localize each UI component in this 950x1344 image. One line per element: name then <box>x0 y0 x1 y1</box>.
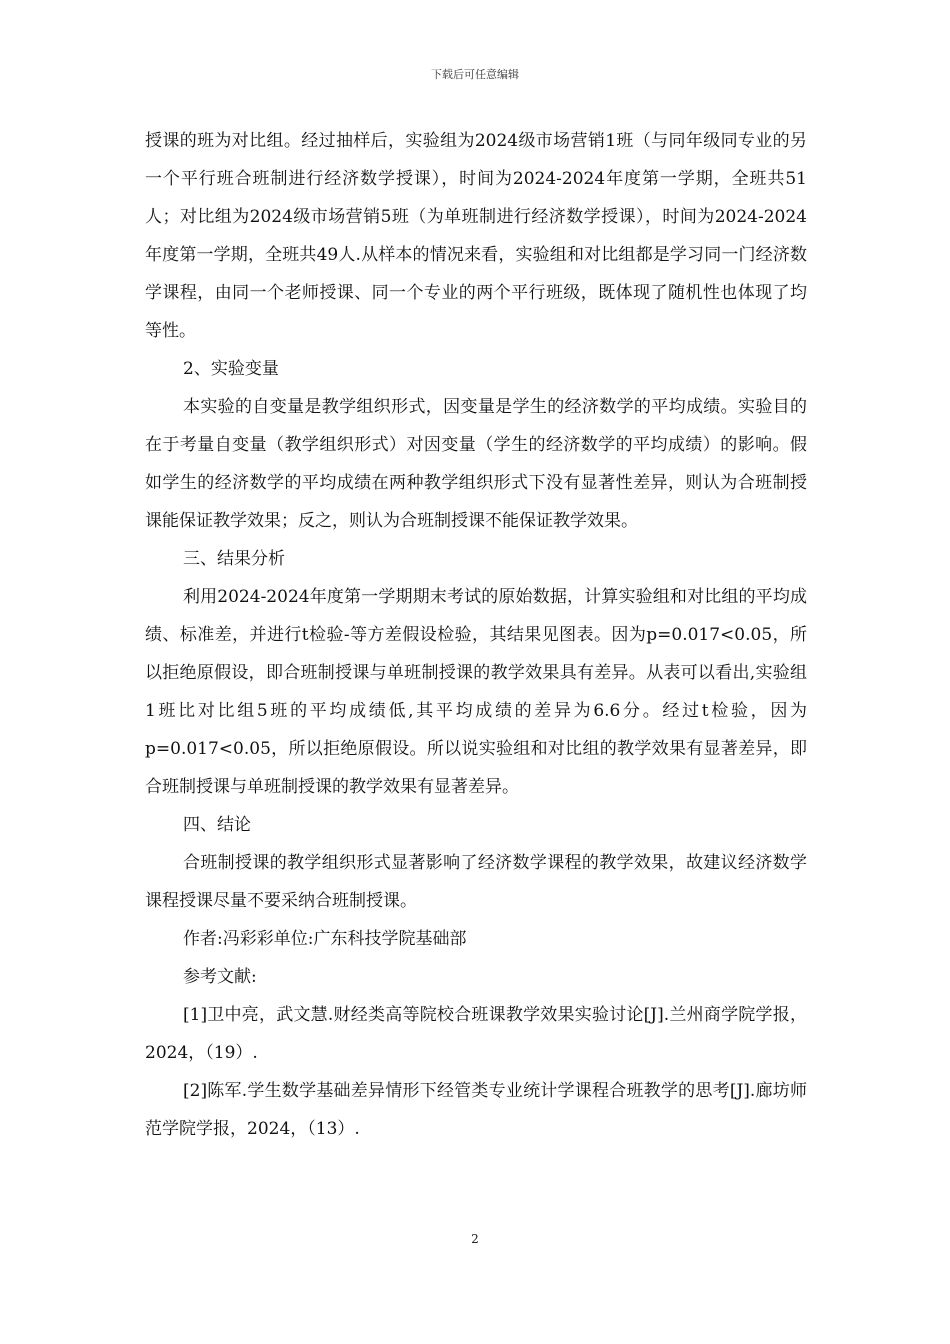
section-heading-conclusion: 四、结论 <box>183 815 251 835</box>
paragraph-variables: 本实验的自变量是教学组织形式，因变量是学生的经济数学的平均成绩。实验目的在于考量自变量（教学组织形式）对因变量（学生的经济数学的平均成绩）的影响。假如学生的经济数学的平均成绩在两种教学组织形式下没有显著性差异，则认为合班制授课能保证教学效果；反之，则认为合班制授课不能保证教学效果。 <box>145 397 807 531</box>
reference-item: [1]卫中亮，武文慧.财经类高等院校合班课教学效果实验讨论[J].兰州商学院学报，2024，（19）. <box>145 1005 807 1063</box>
document-body <box>145 122 807 1148</box>
section-heading-variables: 2、实验变量 <box>183 359 279 379</box>
page-header: 下载后可任意编辑 <box>431 68 519 81</box>
section-heading-results: 三、结果分析 <box>183 549 285 569</box>
paragraph-results: 利用2024-2024年度第一学期期末考试的原始数据，计算实验组和对比组的平均成绩、标准差，并进行t检验-等方差假设检验，其结果见图表。因为p=0.017<0.05，所以拒绝原假设，即合班制授课与单班制授课的教学效果具有差异。从表可以看出,实验组1班比对比组5班的平均成绩低,其平均成绩的差异为6.6分。经过t检验，因为p=0.017<0.05，所以拒绝原假设。所以说实验组和对比组的教学效果有显著差异，即合班制授课与单班制授课的教学效果有显著差异。 <box>145 587 807 797</box>
paragraph-conclusion: 合班制授课的教学组织形式显著影响了经济数学课程的教学效果，故建议经济数学课程授课尽量不要采纳合班制授课。 <box>145 853 807 911</box>
paragraph-sampling: 授课的班为对比组。经过抽样后，实验组为2024级市场营销1班（与同年级同专业的另一个平行班合班制进行经济数学授课），时间为2024-2024年度第一学期，全班共51人；对比组为2024级市场营销5班（为单班制进行经济数学授课），时间为2024-2024年度第一学期，全班共49人.从样本的情况来看，实验组和对比组都是学习同一门经济数学课程，由同一个老师授课、同一个专业的两个平行班级，既体现了随机性也体现了均等性。 <box>145 131 807 341</box>
references-heading: 参考文献: <box>183 967 257 987</box>
author-line: 作者:冯彩彩单位:广东科技学院基础部 <box>183 929 467 949</box>
page-number: 2 <box>471 1232 479 1246</box>
reference-item: [2]陈军.学生数学基础差异情形下经管类专业统计学课程合班教学的思考[J].廊坊师范学院学报，2024，（13）. <box>145 1081 807 1139</box>
